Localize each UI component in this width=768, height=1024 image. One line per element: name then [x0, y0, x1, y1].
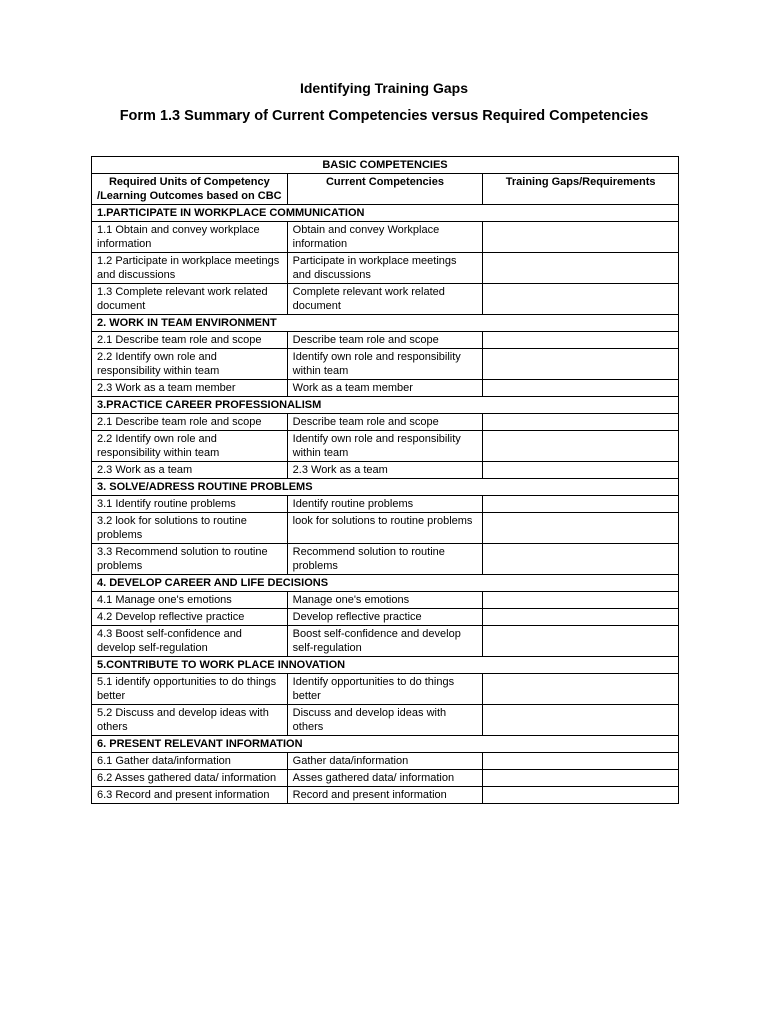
section-title: 5.CONTRIBUTE TO WORK PLACE INNOVATION: [92, 657, 679, 674]
training-gap-cell[interactable]: [483, 349, 679, 380]
required-unit-cell: 3.3 Recommend solution to routine problems: [92, 544, 288, 575]
section-title: 1.PARTICIPATE IN WORKPLACE COMMUNICATION: [92, 205, 679, 222]
section-title: 3. SOLVE/ADRESS ROUTINE PROBLEMS: [92, 479, 679, 496]
section-row: [92, 657, 679, 674]
table-row: [92, 609, 679, 626]
current-competency-cell: Complete relevant work related document: [287, 284, 483, 315]
header-training-gaps: Training Gaps/Requirements: [483, 174, 679, 205]
form-subtitle: Form 1.3 Summary of Current Competencies versus Required Competencies: [119, 108, 649, 124]
table-row: [92, 332, 679, 349]
training-gap-cell[interactable]: [483, 753, 679, 770]
current-competency-cell: Discuss and develop ideas with others: [287, 705, 483, 736]
current-competency-cell: Describe team role and scope: [287, 414, 483, 431]
current-competency-cell: 2.3 Work as a team: [287, 462, 483, 479]
current-competency-cell: Asses gathered data/ information: [287, 770, 483, 787]
header-row: [92, 174, 679, 205]
current-competency-cell: Participate in workplace meetings and discussions: [287, 253, 483, 284]
training-gap-cell[interactable]: [483, 431, 679, 462]
page-title: Identifying Training Gaps: [299, 80, 468, 96]
required-unit-cell: 1.3 Complete relevant work related document: [92, 284, 288, 315]
header-required-units: Required Units of Competency /Learning Outcomes based on CBC: [92, 174, 288, 205]
required-unit-cell: 6.3 Record and present information: [92, 787, 288, 804]
table-row: [92, 770, 679, 787]
training-gap-cell[interactable]: [483, 513, 679, 544]
table-row: [92, 705, 679, 736]
required-unit-cell: 2.3 Work as a team: [92, 462, 288, 479]
required-unit-cell: 3.2 look for solutions to routine problems: [92, 513, 288, 544]
section-row: [92, 315, 679, 332]
required-unit-cell: 5.1 identify opportunities to do things better: [92, 674, 288, 705]
current-competency-cell: Gather data/information: [287, 753, 483, 770]
training-gap-cell[interactable]: [483, 592, 679, 609]
table-row: [92, 753, 679, 770]
current-competency-cell: Identify own role and responsibility within team: [287, 431, 483, 462]
current-competency-cell: look for solutions to routine problems: [287, 513, 483, 544]
current-competency-cell: Obtain and convey Workplace information: [287, 222, 483, 253]
required-unit-cell: 1.1 Obtain and convey workplace information: [92, 222, 288, 253]
required-unit-cell: 2.1 Describe team role and scope: [92, 332, 288, 349]
required-unit-cell: 6.1 Gather data/information: [92, 753, 288, 770]
table-row: [92, 284, 679, 315]
section-row: [92, 397, 679, 414]
required-unit-cell: 2.2 Identify own role and responsibility within team: [92, 349, 288, 380]
table-row: [92, 462, 679, 479]
training-gap-cell[interactable]: [483, 462, 679, 479]
table-row: [92, 496, 679, 513]
section-title: 6. PRESENT RELEVANT INFORMATION: [92, 736, 679, 753]
required-unit-cell: 2.3 Work as a team member: [92, 380, 288, 397]
table-row: [92, 544, 679, 575]
table-row: [92, 674, 679, 705]
current-competency-cell: Identify routine problems: [287, 496, 483, 513]
training-gap-cell[interactable]: [483, 414, 679, 431]
training-gap-cell[interactable]: [483, 705, 679, 736]
current-competency-cell: Describe team role and scope: [287, 332, 483, 349]
section-row: [92, 736, 679, 753]
banner-row: [92, 157, 679, 174]
section-title: 3.PRACTICE CAREER PROFESSIONALISM: [92, 397, 679, 414]
required-unit-cell: 5.2 Discuss and develop ideas with others: [92, 705, 288, 736]
table-row: [92, 431, 679, 462]
competency-table: [91, 156, 679, 804]
section-row: [92, 575, 679, 592]
table-row: [92, 626, 679, 657]
required-unit-cell: 6.2 Asses gathered data/ information: [92, 770, 288, 787]
current-competency-cell: Manage one's emotions: [287, 592, 483, 609]
table-row: [92, 787, 679, 804]
section-row: [92, 479, 679, 496]
current-competency-cell: Identify opportunities to do things better: [287, 674, 483, 705]
required-unit-cell: 4.1 Manage one's emotions: [92, 592, 288, 609]
basic-competencies-banner: BASIC COMPETENCIES: [92, 157, 679, 174]
table-row: [92, 349, 679, 380]
training-gap-cell[interactable]: [483, 222, 679, 253]
current-competency-cell: Record and present information: [287, 787, 483, 804]
table-row: [92, 592, 679, 609]
table-row: [92, 253, 679, 284]
required-unit-cell: 3.1 Identify routine problems: [92, 496, 288, 513]
table-row: [92, 380, 679, 397]
training-gap-cell[interactable]: [483, 770, 679, 787]
training-gap-cell[interactable]: [483, 609, 679, 626]
current-competency-cell: Develop reflective practice: [287, 609, 483, 626]
table-row: [92, 222, 679, 253]
table-row: [92, 414, 679, 431]
training-gap-cell[interactable]: [483, 544, 679, 575]
section-title: 4. DEVELOP CAREER AND LIFE DECISIONS: [92, 575, 679, 592]
current-competency-cell: Boost self-confidence and develop self-regulation: [287, 626, 483, 657]
training-gap-cell[interactable]: [483, 626, 679, 657]
training-gap-cell[interactable]: [483, 787, 679, 804]
training-gap-cell[interactable]: [483, 332, 679, 349]
training-gap-cell[interactable]: [483, 284, 679, 315]
required-unit-cell: 2.1 Describe team role and scope: [92, 414, 288, 431]
training-gap-cell[interactable]: [483, 380, 679, 397]
section-title: 2. WORK IN TEAM ENVIRONMENT: [92, 315, 679, 332]
table-row: [92, 513, 679, 544]
section-row: [92, 205, 679, 222]
training-gap-cell[interactable]: [483, 674, 679, 705]
current-competency-cell: Recommend solution to routine problems: [287, 544, 483, 575]
current-competency-cell: Work as a team member: [287, 380, 483, 397]
required-unit-cell: 4.2 Develop reflective practice: [92, 609, 288, 626]
required-unit-cell: 4.3 Boost self-confidence and develop self-regulation: [92, 626, 288, 657]
training-gap-cell[interactable]: [483, 496, 679, 513]
current-competency-cell: Identify own role and responsibility within team: [287, 349, 483, 380]
required-unit-cell: 1.2 Participate in workplace meetings and discussions: [92, 253, 288, 284]
required-unit-cell: 2.2 Identify own role and responsibility within team: [92, 431, 288, 462]
training-gap-cell[interactable]: [483, 253, 679, 284]
header-current-competencies: Current Competencies: [287, 174, 483, 205]
